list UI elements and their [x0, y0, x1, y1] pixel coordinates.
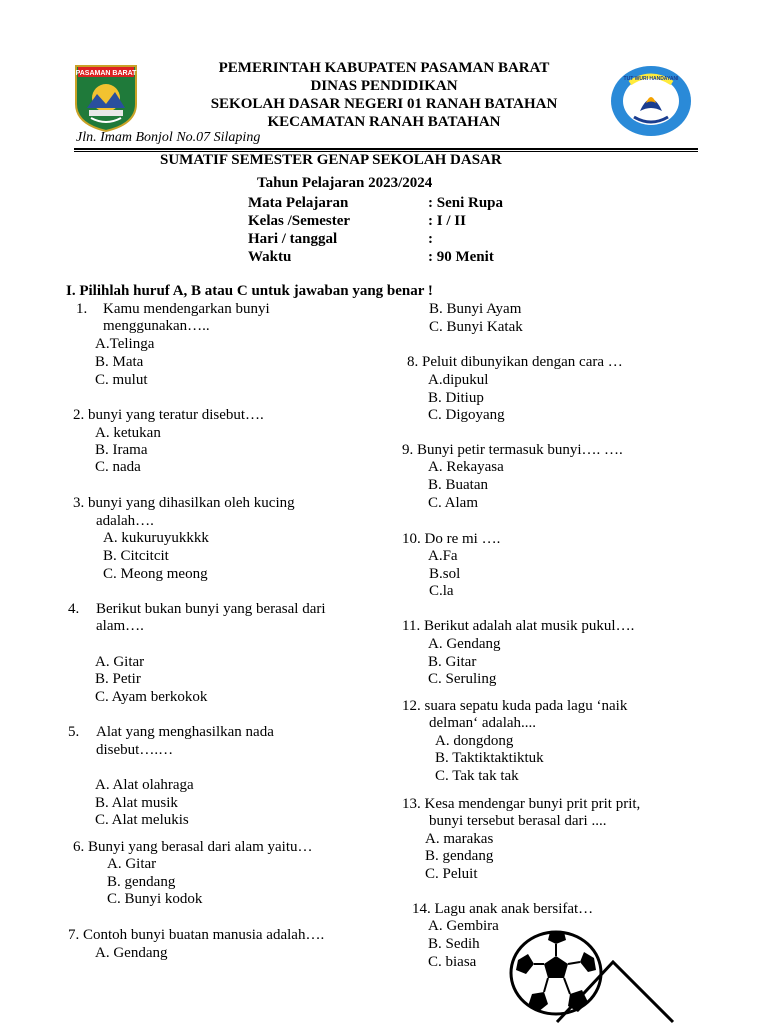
- q12-text-2: delman‘ adalah....: [429, 715, 537, 731]
- q11-option-c: C. Seruling: [428, 671, 497, 687]
- svg-text:TUT WURI HANDAYANI: TUT WURI HANDAYANI: [623, 76, 679, 82]
- q3-option-a: A. kukuruyukkkk: [103, 530, 209, 546]
- header-divider: [74, 148, 698, 150]
- q10-option-b: B.sol: [429, 566, 461, 582]
- q13-option-b: B. gendang: [425, 848, 494, 864]
- svg-text:PASAMAN BARAT: PASAMAN BARAT: [75, 70, 137, 77]
- header-district: KECAMATAN RANAH BATAHAN: [267, 114, 501, 130]
- q3-option-c: C. Meong meong: [103, 566, 208, 582]
- field-value-subject: : Seni Rupa: [428, 195, 504, 211]
- q6-text: 6. Bunyi yang berasal dari alam yaitu…: [73, 839, 313, 855]
- q13-option-c: C. Peluit: [425, 866, 478, 882]
- q7-option-a: A. Gendang: [95, 945, 168, 961]
- header-school: SEKOLAH DASAR NEGERI 01 RANAH BATAHAN: [210, 96, 558, 112]
- q2-option-c: C. nada: [95, 459, 141, 475]
- header-department: DINAS PENDIDIKAN: [310, 78, 458, 94]
- q5-option-c: C. Alat melukis: [95, 812, 189, 828]
- q10-option-c: C.la: [429, 583, 454, 599]
- q2-text: 2. bunyi yang teratur disebut….: [73, 407, 264, 423]
- q12-text: 12. suara sepatu kuda pada lagu ‘naik: [402, 698, 628, 714]
- field-value-date: :: [428, 231, 433, 247]
- q6-option-a: A. Gitar: [107, 856, 157, 872]
- q1-option-b: B. Mata: [95, 354, 144, 370]
- q4-option-c: C. Ayam berkokok: [95, 689, 208, 705]
- q13-text-2: bunyi tersebut berasal dari ....: [429, 813, 607, 829]
- q8-text: 8. Peluit dibunyikan dengan cara …: [407, 354, 623, 370]
- field-label-date: Hari / tanggal: [248, 231, 338, 247]
- q11-option-a: A. Gendang: [428, 636, 501, 652]
- q1-text-2: menggunakan…..: [103, 318, 210, 334]
- q8-option-b: B. Ditiup: [428, 390, 484, 406]
- q10-option-a: A.Fa: [428, 548, 458, 564]
- instruction: I. Pilihlah huruf A, B atau C untuk jawaban yang benar !: [66, 283, 433, 299]
- q13-option-a: A. marakas: [425, 831, 494, 847]
- q6-option-b: B. gendang: [107, 874, 176, 890]
- field-label-time: Waktu: [248, 249, 292, 265]
- q9-option-a: A. Rekayasa: [428, 459, 504, 475]
- q14-text: 14. Lagu anak anak bersifat…: [412, 901, 594, 917]
- q12-option-b: B. Taktiktaktiktuk: [435, 750, 544, 766]
- q5-option-b: B. Alat musik: [95, 795, 178, 811]
- q7-text: 7. Contoh bunyi buatan manusia adalah….: [68, 927, 325, 943]
- q4-option-a: A. Gitar: [95, 654, 145, 670]
- q11-text: 11. Berikut adalah alat musik pukul….: [402, 618, 635, 634]
- q9-text: 9. Bunyi petir termasuk bunyi…. ….: [402, 442, 623, 458]
- q10-text: 10. Do re mi ….: [402, 531, 501, 547]
- field-value-time: : 90 Menit: [428, 249, 494, 265]
- header-government: PEMERINTAH KABUPATEN PASAMAN BARAT: [218, 60, 550, 76]
- q4-text: Berikut bukan bunyi yang berasal dari: [96, 601, 326, 617]
- q5-number: 5.: [68, 724, 80, 740]
- q5-option-a: A. Alat olahraga: [95, 777, 194, 793]
- q3-option-b: B. Citcitcit: [103, 548, 169, 564]
- q3-text: 3. bunyi yang dihasilkan oleh kucing: [73, 495, 295, 511]
- q11-option-b: B. Gitar: [428, 654, 477, 670]
- q12-option-a: A. dongdong: [435, 733, 514, 749]
- goal-outline: [555, 960, 675, 1024]
- q14-option-c: C. biasa: [428, 954, 477, 970]
- school-address: Jln. Imam Bonjol No.07 Silaping: [76, 130, 261, 145]
- q12-option-c: C. Tak tak tak: [435, 768, 519, 784]
- q9-option-c: C. Alam: [428, 495, 479, 511]
- q4-option-b: B. Petir: [95, 671, 141, 687]
- q14-option-b: B. Sedih: [428, 936, 480, 952]
- field-value-class: : I / II: [428, 213, 466, 229]
- q2-option-a: A. ketukan: [95, 425, 161, 441]
- q1-text: Kamu mendengarkan bunyi: [103, 301, 270, 317]
- q1-option-a: A.Telinga: [95, 336, 155, 352]
- q7-option-c: C. Bunyi Katak: [429, 319, 523, 335]
- exam-title: SUMATIF SEMESTER GENAP SEKOLAH DASAR: [160, 152, 502, 168]
- q9-option-b: B. Buatan: [428, 477, 488, 493]
- q6-option-c: C. Bunyi kodok: [107, 891, 203, 907]
- q1-number: 1.: [76, 301, 88, 317]
- q8-option-a: A.dipukul: [428, 372, 489, 388]
- q5-text: Alat yang menghasilkan nada: [96, 724, 274, 740]
- q7-option-b: B. Bunyi Ayam: [429, 301, 522, 317]
- q4-text-2: alam….: [96, 618, 144, 634]
- q14-option-a: A. Gembira: [428, 918, 499, 934]
- exam-year: Tahun Pelajaran 2023/2024: [257, 175, 433, 191]
- q8-option-c: C. Digoyang: [428, 407, 505, 423]
- field-label-class: Kelas /Semester: [248, 213, 351, 229]
- q3-text-2: adalah….: [96, 513, 154, 529]
- q1-option-c: C. mulut: [95, 372, 148, 388]
- q4-number: 4.: [68, 601, 80, 617]
- q5-text-2: disebut….…: [96, 742, 174, 758]
- q2-option-b: B. Irama: [95, 442, 148, 458]
- q13-text: 13. Kesa mendengar bunyi prit prit prit,: [402, 796, 641, 812]
- field-label-subject: Mata Pelajaran: [248, 195, 349, 211]
